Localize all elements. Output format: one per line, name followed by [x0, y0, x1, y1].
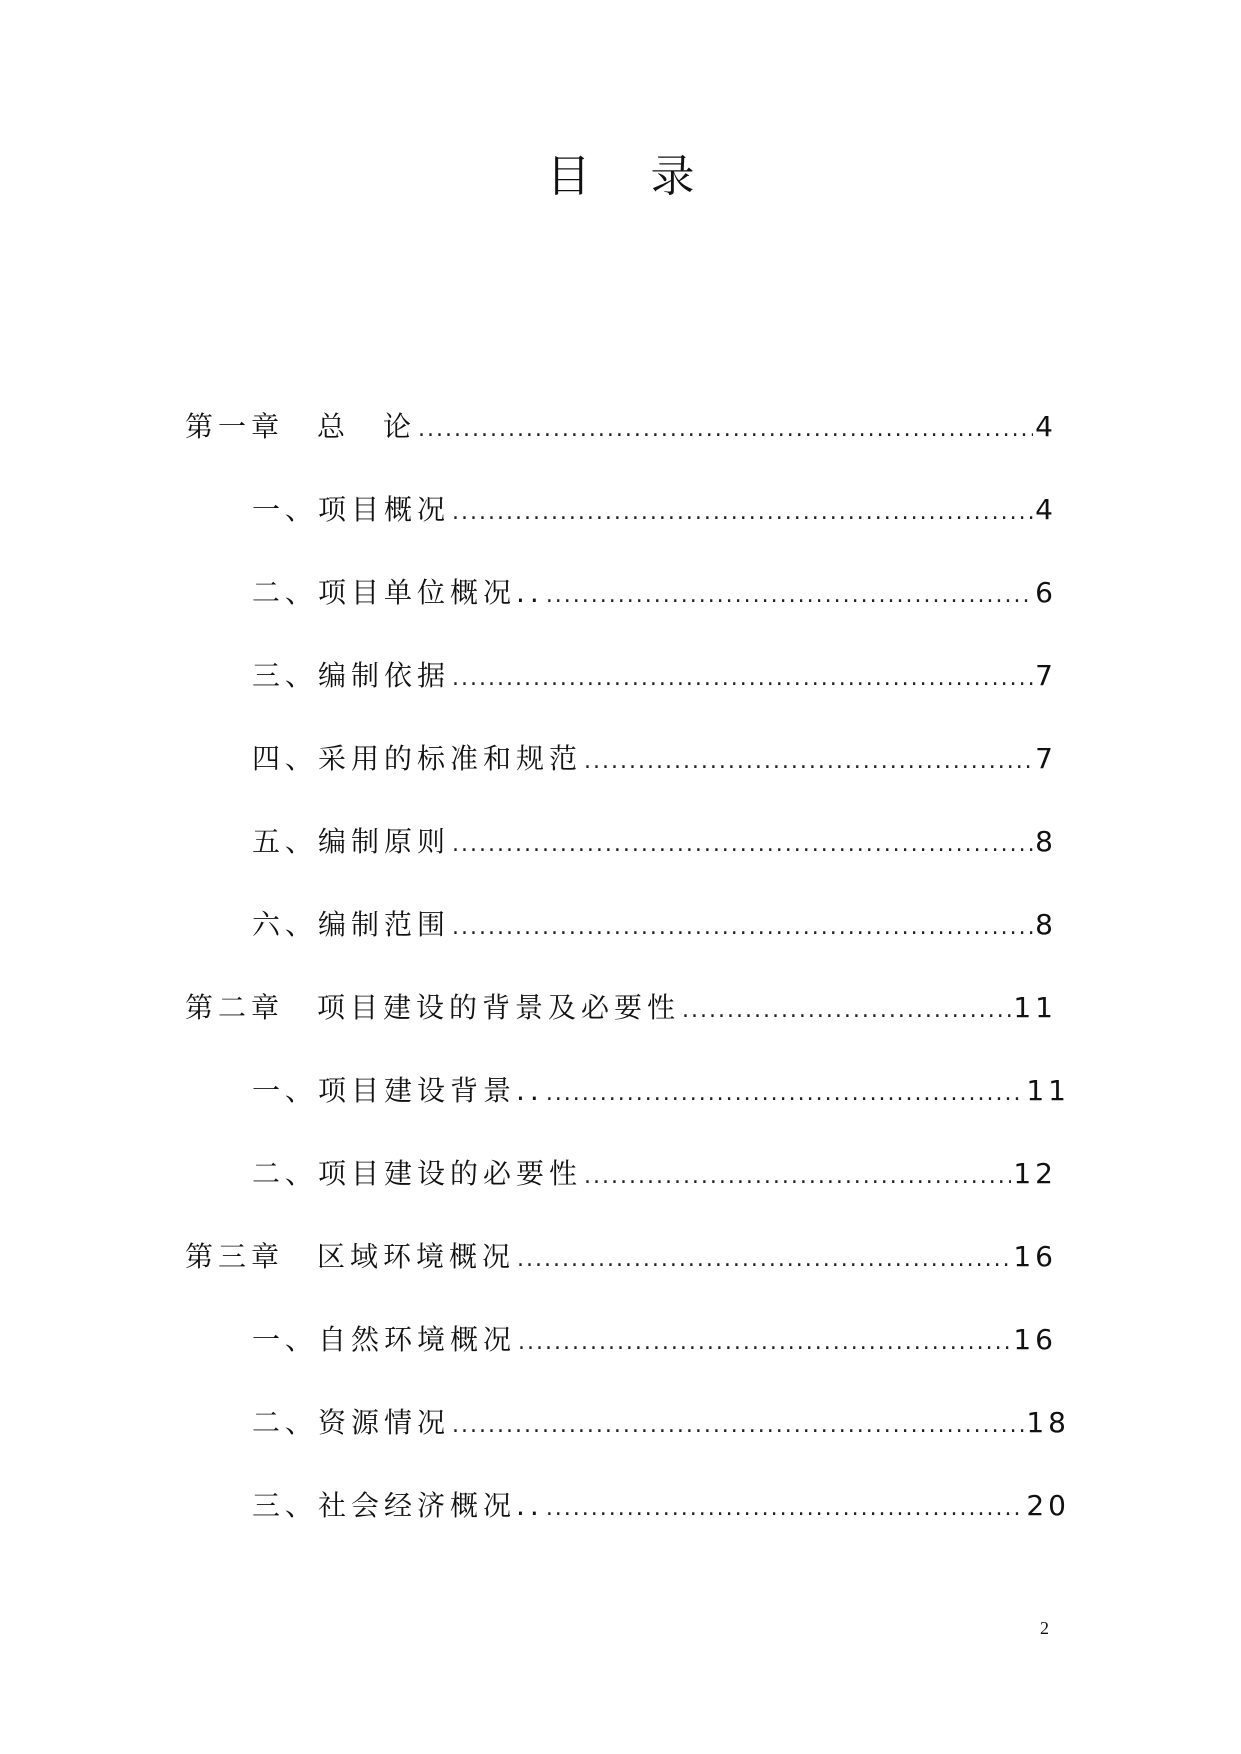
toc-entry-label: 五、编制原则: [252, 825, 451, 858]
toc-entry-label: 四、采用的标准和规范: [252, 742, 583, 775]
toc-leader-dots: [518, 1330, 1011, 1355]
toc-entry-page: 7: [1035, 659, 1057, 692]
toc-entry[interactable]: [252, 1484, 1070, 1524]
page-number: 2: [1040, 1618, 1049, 1638]
toc-entry[interactable]: [185, 405, 1057, 445]
toc-entry-page: 4: [1035, 410, 1057, 443]
toc-leader-dots: [546, 1496, 1025, 1521]
toc-leader-dots: [452, 666, 1033, 691]
toc-entry[interactable]: [252, 820, 1057, 860]
toc-entry-label: 一、项目建设背景..: [252, 1074, 544, 1107]
toc-entry-page: 20: [1026, 1489, 1070, 1522]
toc-entry-page: 7: [1035, 742, 1057, 775]
toc-entry-label: 第三章 区域环境概况: [185, 1240, 516, 1273]
toc-entry-label: 第二章 项目建设的背景及必要性: [185, 991, 681, 1024]
toc-leader-dots: [452, 1413, 1024, 1438]
toc-entry[interactable]: [252, 1152, 1057, 1192]
toc-entry[interactable]: [252, 1401, 1070, 1441]
toc-entry-page: 16: [1013, 1323, 1057, 1356]
toc-leader-dots: [452, 832, 1033, 857]
toc-entry-label: 六、编制范围: [252, 908, 451, 941]
title-char-2: 录: [650, 151, 695, 202]
toc-entry-page: 18: [1026, 1406, 1070, 1439]
toc-entry-page: 8: [1035, 825, 1057, 858]
toc-entry-page: 11: [1013, 991, 1057, 1024]
toc-entry-label: 三、编制依据: [252, 659, 451, 692]
toc-leader-dots: [682, 998, 1011, 1023]
toc-leader-dots: [546, 1081, 1025, 1106]
toc-leader-dots: [452, 915, 1033, 940]
toc-entry-page: 11: [1026, 1074, 1070, 1107]
toc-entry-page: 4: [1035, 493, 1057, 526]
toc-entry-label: 二、项目单位概况..: [252, 576, 544, 609]
toc-entry[interactable]: [252, 903, 1057, 943]
toc-entry-label: 第一章 总 论: [185, 410, 417, 443]
toc-entry-page: 6: [1035, 576, 1057, 609]
toc-entry[interactable]: [252, 571, 1057, 611]
toc-entry-label: 二、项目建设的必要性: [252, 1157, 583, 1190]
toc-entry[interactable]: [252, 1318, 1057, 1358]
toc-leader-dots: [546, 583, 1033, 608]
title-char-1: 目: [546, 151, 591, 202]
toc-entry[interactable]: [185, 986, 1057, 1026]
toc-entry[interactable]: [252, 1069, 1070, 1109]
toc-entry-label: 二、资源情况: [252, 1406, 451, 1439]
toc-leader-dots: [517, 1247, 1011, 1272]
toc-entry[interactable]: [252, 737, 1057, 777]
toc-entry-page: 12: [1013, 1157, 1057, 1190]
toc-leader-dots: [418, 417, 1033, 442]
toc-entry-label: 一、自然环境概况: [252, 1323, 517, 1356]
toc-entry-page: 8: [1035, 908, 1057, 941]
toc-leader-dots: [584, 749, 1033, 774]
toc-entry[interactable]: [252, 654, 1057, 694]
toc-entry[interactable]: [185, 1235, 1057, 1275]
toc-entry-label: 三、社会经济概况..: [252, 1489, 544, 1522]
toc-entry-label: 一、项目概况: [252, 493, 451, 526]
page-title: [0, 140, 1241, 204]
toc-leader-dots: [452, 500, 1033, 525]
toc-entry-page: 16: [1013, 1240, 1057, 1273]
toc-leader-dots: [584, 1164, 1011, 1189]
toc-entry[interactable]: [252, 488, 1057, 528]
